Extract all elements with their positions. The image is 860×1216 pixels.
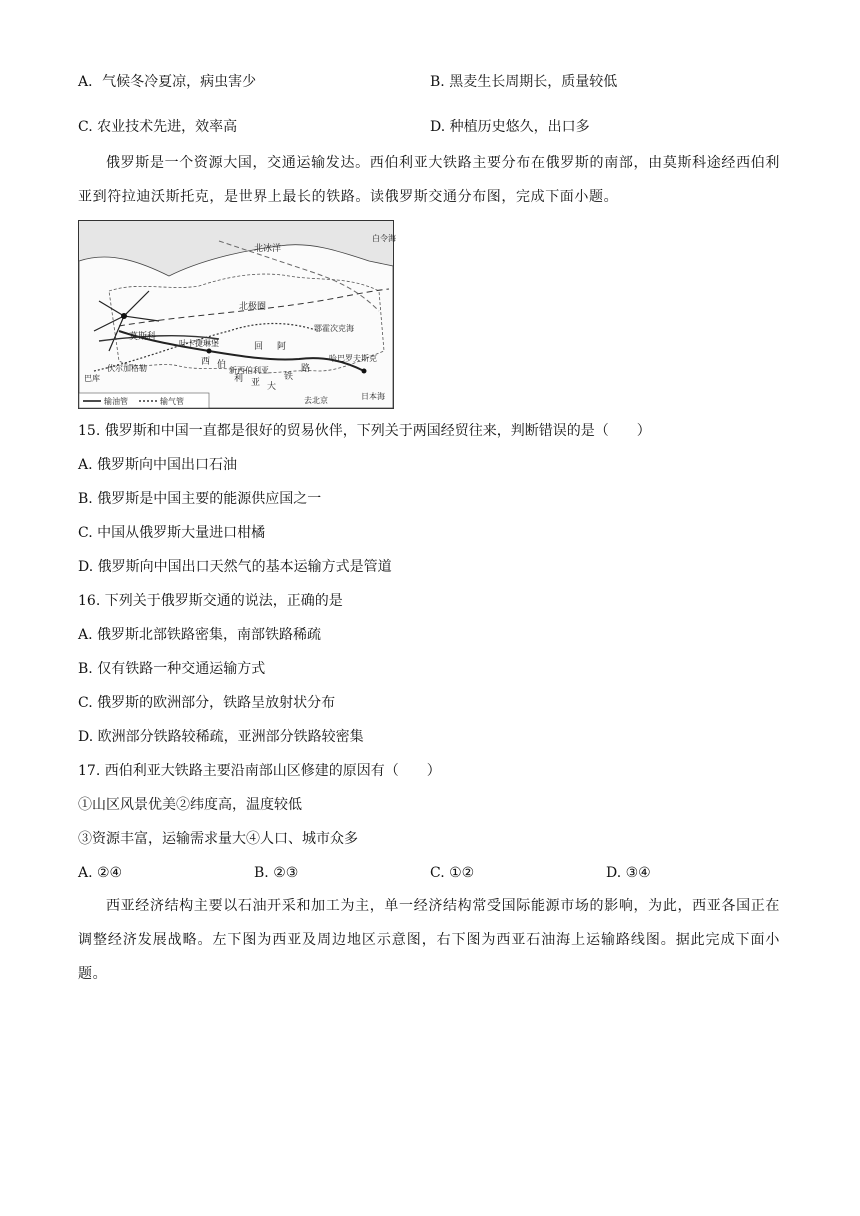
label-si: 西	[201, 357, 211, 367]
q17-stem: 17. 西伯利亚大铁路主要沿南部山区修建的原因有（ ）	[78, 763, 441, 779]
label-li: 利	[234, 374, 244, 384]
label-arctic-circle: 北极圈	[239, 302, 267, 312]
q15-option-b[interactable]: B. 俄罗斯是中国主要的能源供应国之一	[78, 491, 322, 507]
label-bo: 伯	[217, 360, 227, 370]
label-novosibirsk: 新西伯利亚	[229, 366, 269, 375]
moscow-dot	[121, 313, 127, 319]
q17-option-b[interactable]: B. ②③	[254, 865, 299, 881]
vladivostok-dot	[362, 369, 367, 374]
q16-option-d[interactable]: D. 欧洲部分铁路较稀疏，亚洲部分铁路较密集	[78, 729, 364, 745]
passage-west-asia: 西亚经济结构主要以石油开采和加工为主，单一经济结构常受国际能源市场的影响，为此，西亚各国正在调整经济发展战略。左下图为西亚及周边地区示意图，右下图为西亚石油海上运输路线图。据此完成下面小题。	[78, 898, 780, 982]
legend-oil-label: 输油管	[104, 397, 128, 406]
label-lu: 路	[301, 364, 311, 374]
label-japan-sea: 日本海	[361, 392, 385, 401]
label-moscow: 莫斯科	[129, 332, 157, 342]
label-to-beijing: 去北京	[304, 396, 328, 405]
q17-option-a[interactable]: A. ②④	[78, 865, 123, 881]
q14-option-d[interactable]: D. 种植历史悠久，出口多	[430, 119, 590, 135]
label-okhotsk: 鄂霍次克海	[314, 324, 354, 333]
q16-stem: 16. 下列关于俄罗斯交通的说法，正确的是	[78, 593, 343, 609]
q15-option-d[interactable]: D. 俄罗斯向中国出口天然气的基本运输方式是管道	[78, 559, 392, 575]
label-ya: 亚	[251, 378, 261, 388]
q14-options-row-1	[78, 72, 778, 92]
q16-option-a[interactable]: A. 俄罗斯北部铁路密集，南部铁路稀疏	[78, 627, 322, 643]
label-khabarovsk: 哈巴罗夫斯克	[329, 354, 377, 363]
q14-option-b[interactable]: B. 黑麦生长周期长，质量较低	[430, 74, 618, 90]
q16-option-b[interactable]: B. 仅有铁路一种交通运输方式	[78, 661, 266, 677]
q15-option-c[interactable]: C. 中国从俄罗斯大量进口柑橘	[78, 525, 266, 541]
label-volgograd: 伏尔加格勒	[107, 364, 147, 373]
label-bering-sea: 白令海	[372, 234, 396, 243]
label-yekaterinburg: 叶卡捷琳堡	[179, 339, 219, 348]
q15-option-a[interactable]: A. 俄罗斯向中国出口石油	[78, 457, 238, 473]
novosibirsk-dot	[207, 349, 212, 354]
label-baku: 巴库	[84, 374, 100, 383]
q16-option-c[interactable]: C. 俄罗斯的欧洲部分，铁路呈放射状分布	[78, 695, 336, 711]
q17-statements-line-2: ③资源丰富，运输需求量大④人口、城市众多	[78, 831, 358, 847]
russia-transport-map	[78, 220, 394, 409]
q17-option-c[interactable]: C. ①②	[430, 865, 475, 881]
label-tie: 铁	[284, 372, 294, 382]
q15-stem: 15. 俄罗斯和中国一直都是很好的贸易伙伴，下列关于两国经贸往来，判断错误的是（ ）	[78, 423, 651, 439]
label-hui: 回	[254, 342, 264, 352]
q17-option-d[interactable]: D. ③④	[606, 865, 651, 881]
q17-options-row	[78, 863, 778, 883]
label-a: 阿	[277, 342, 287, 352]
q14-option-a[interactable]: A．气候冬冷夏凉，病虫害少	[78, 74, 257, 90]
q17-statements-line-1: ①山区风景优美②纬度高，温度较低	[78, 797, 302, 813]
q14-option-c[interactable]: C. 农业技术先进，效率高	[78, 119, 238, 135]
label-da: 大	[267, 382, 277, 392]
russia-map-svg	[79, 221, 396, 408]
label-arctic-ocean: 北冰洋	[254, 244, 282, 254]
legend-gas-label: 输气管	[160, 397, 184, 406]
q14-options-row-2	[78, 117, 778, 137]
passage-russia: 俄罗斯是一个资源大国，交通运输发达。西伯利亚大铁路主要分布在俄罗斯的南部，由莫斯科途经西伯利亚到符拉迪沃斯托克，是世界上最长的铁路。读俄罗斯交通分布图，完成下面小题。	[78, 155, 780, 205]
